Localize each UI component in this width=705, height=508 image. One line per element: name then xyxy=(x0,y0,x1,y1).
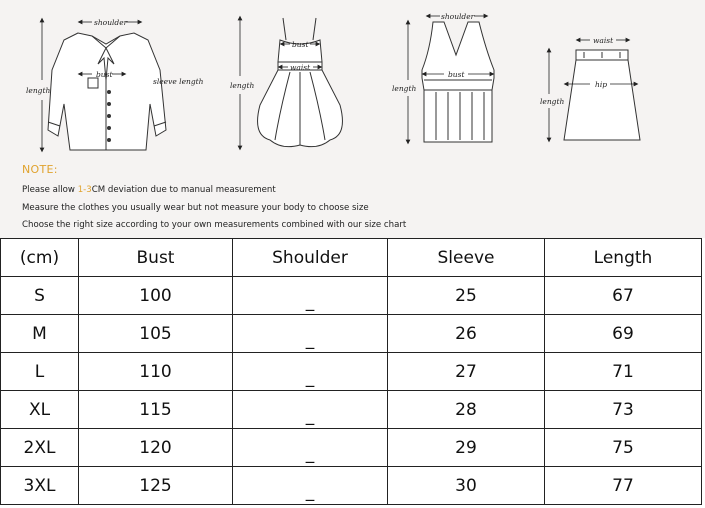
bust-cell: 120 xyxy=(79,429,233,467)
skirt-figure xyxy=(564,50,640,140)
shirt-length-label: length xyxy=(26,86,51,95)
size-chart-table xyxy=(0,238,702,505)
size-cell: L xyxy=(1,353,79,391)
shoulder-cell xyxy=(233,429,388,467)
tank-shoulder-label: shoulder xyxy=(441,12,475,21)
dress-waist-label: waist xyxy=(290,63,311,72)
shoulder-cell xyxy=(233,277,388,315)
sleeve-cell: 26 xyxy=(388,315,545,353)
shoulder-cell xyxy=(233,315,388,353)
skirt-hip-label: hip xyxy=(595,80,608,89)
shoulder-cell xyxy=(233,467,388,505)
bust-cell: 100 xyxy=(79,277,233,315)
table-row xyxy=(1,467,702,505)
table-row xyxy=(1,391,702,429)
length-cell: 73 xyxy=(545,391,702,429)
skirt-waist-label: waist xyxy=(593,36,614,45)
size-cell: M xyxy=(1,315,79,353)
header-shoulder: Shoulder xyxy=(233,239,388,277)
note-line-deviation xyxy=(22,182,406,200)
tank-length-label: length xyxy=(392,84,417,93)
header-length: Length xyxy=(545,239,702,277)
length-cell: 71 xyxy=(545,353,702,391)
note-line-measure: Measure the clothes you usually wear but not measure your body to choose size xyxy=(22,202,369,213)
size-cell: 3XL xyxy=(1,467,79,505)
sleeve-cell: 28 xyxy=(388,391,545,429)
dress-bust-label: bust xyxy=(292,40,309,49)
note-line1-prefix: Please allow xyxy=(22,185,78,195)
shoulder-dash: _ xyxy=(305,367,315,388)
note-line1-highlight: 1-3 xyxy=(77,185,92,195)
skirt-length-label: length xyxy=(540,97,565,106)
dress-figure xyxy=(258,18,343,147)
shirt-bust-label: bust xyxy=(96,70,113,79)
note-line-choose: Choose the right size according to your own measurements combined with our size chart xyxy=(22,220,407,230)
shirt-shoulder-label: shoulder xyxy=(94,18,128,27)
length-cell: 75 xyxy=(545,429,702,467)
header-cm: (cm) xyxy=(1,239,79,277)
shirt-sleeve-label: sleeve length xyxy=(153,77,204,86)
header-bust: Bust xyxy=(79,239,233,277)
illustration-panel xyxy=(0,0,705,238)
note-block xyxy=(22,163,406,235)
dress-length-label: length xyxy=(230,81,255,90)
sleeve-cell: 27 xyxy=(388,353,545,391)
bust-cell: 125 xyxy=(79,467,233,505)
table-header-row xyxy=(1,239,702,277)
sleeve-cell: 29 xyxy=(388,429,545,467)
shoulder-dash: _ xyxy=(305,443,315,464)
shoulder-dash: _ xyxy=(305,291,315,312)
table-row xyxy=(1,353,702,391)
table-row xyxy=(1,315,702,353)
note-title: NOTE: xyxy=(22,163,58,176)
table-row xyxy=(1,429,702,467)
shoulder-cell xyxy=(233,353,388,391)
length-cell: 77 xyxy=(545,467,702,505)
bust-cell: 115 xyxy=(79,391,233,429)
shirt-figure xyxy=(48,33,166,150)
shoulder-dash: _ xyxy=(305,481,315,502)
size-cell: S xyxy=(1,277,79,315)
size-cell: 2XL xyxy=(1,429,79,467)
table-row xyxy=(1,277,702,315)
shoulder-dash: _ xyxy=(305,329,315,350)
size-cell: XL xyxy=(1,391,79,429)
tank-bust-label: bust xyxy=(448,70,465,79)
header-sleeve: Sleeve xyxy=(388,239,545,277)
length-cell: 67 xyxy=(545,277,702,315)
sleeve-cell: 30 xyxy=(388,467,545,505)
length-cell: 69 xyxy=(545,315,702,353)
bust-cell: 110 xyxy=(79,353,233,391)
note-line1-suffix: CM deviation due to manual measurement xyxy=(91,185,276,195)
bust-cell: 105 xyxy=(79,315,233,353)
shoulder-cell xyxy=(233,391,388,429)
sleeve-cell: 25 xyxy=(388,277,545,315)
shoulder-dash: _ xyxy=(305,405,315,426)
tank-figure xyxy=(422,22,494,142)
